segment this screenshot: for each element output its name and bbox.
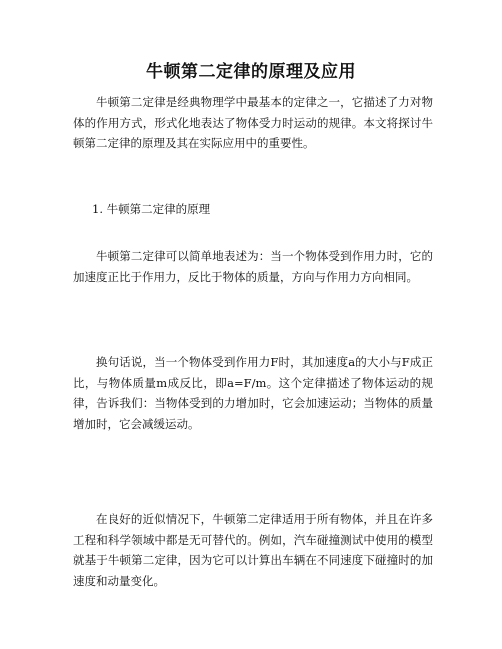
- body-paragraph: 换句话说，当一个物体受到作用力F时，其加速度a的大小与F成正比，与物体质量m成反比，即a=F/m。这个定律描述了物体运动的规律，告诉我们：当物体受到的力增加时，它会加速运动；当物体的质量增加时，它会减缓运动。: [73, 355, 433, 431]
- section-heading: 1. 牛顿第二定律的原理: [92, 202, 211, 216]
- body-paragraph: 在良好的近似情况下，牛顿第二定律适用于所有物体，并且在许多工程和科学领域中都是无可替代的。例如，汽车碰撞测试中使用的模型就基于牛顿第二定律，因为它可以计算出车辆在不同速度下碰撞时的加速度和动量变化。: [73, 512, 433, 588]
- intro-paragraph: 牛顿第二定律是经典物理学中最基本的定律之一，它描述了力对物体的作用方式，形式化地表达了物体受力时运动的规律。本文将探讨牛顿第二定律的原理及其在实际应用中的重要性。: [73, 95, 433, 150]
- body-paragraph: 牛顿第二定律可以简单地表述为：当一个物体受到作用力时，它的加速度正比于作用力，反比于物体的质量，方向与作用力方向相同。: [73, 249, 433, 284]
- document-title: 牛顿第二定律的原理及应用: [146, 62, 356, 82]
